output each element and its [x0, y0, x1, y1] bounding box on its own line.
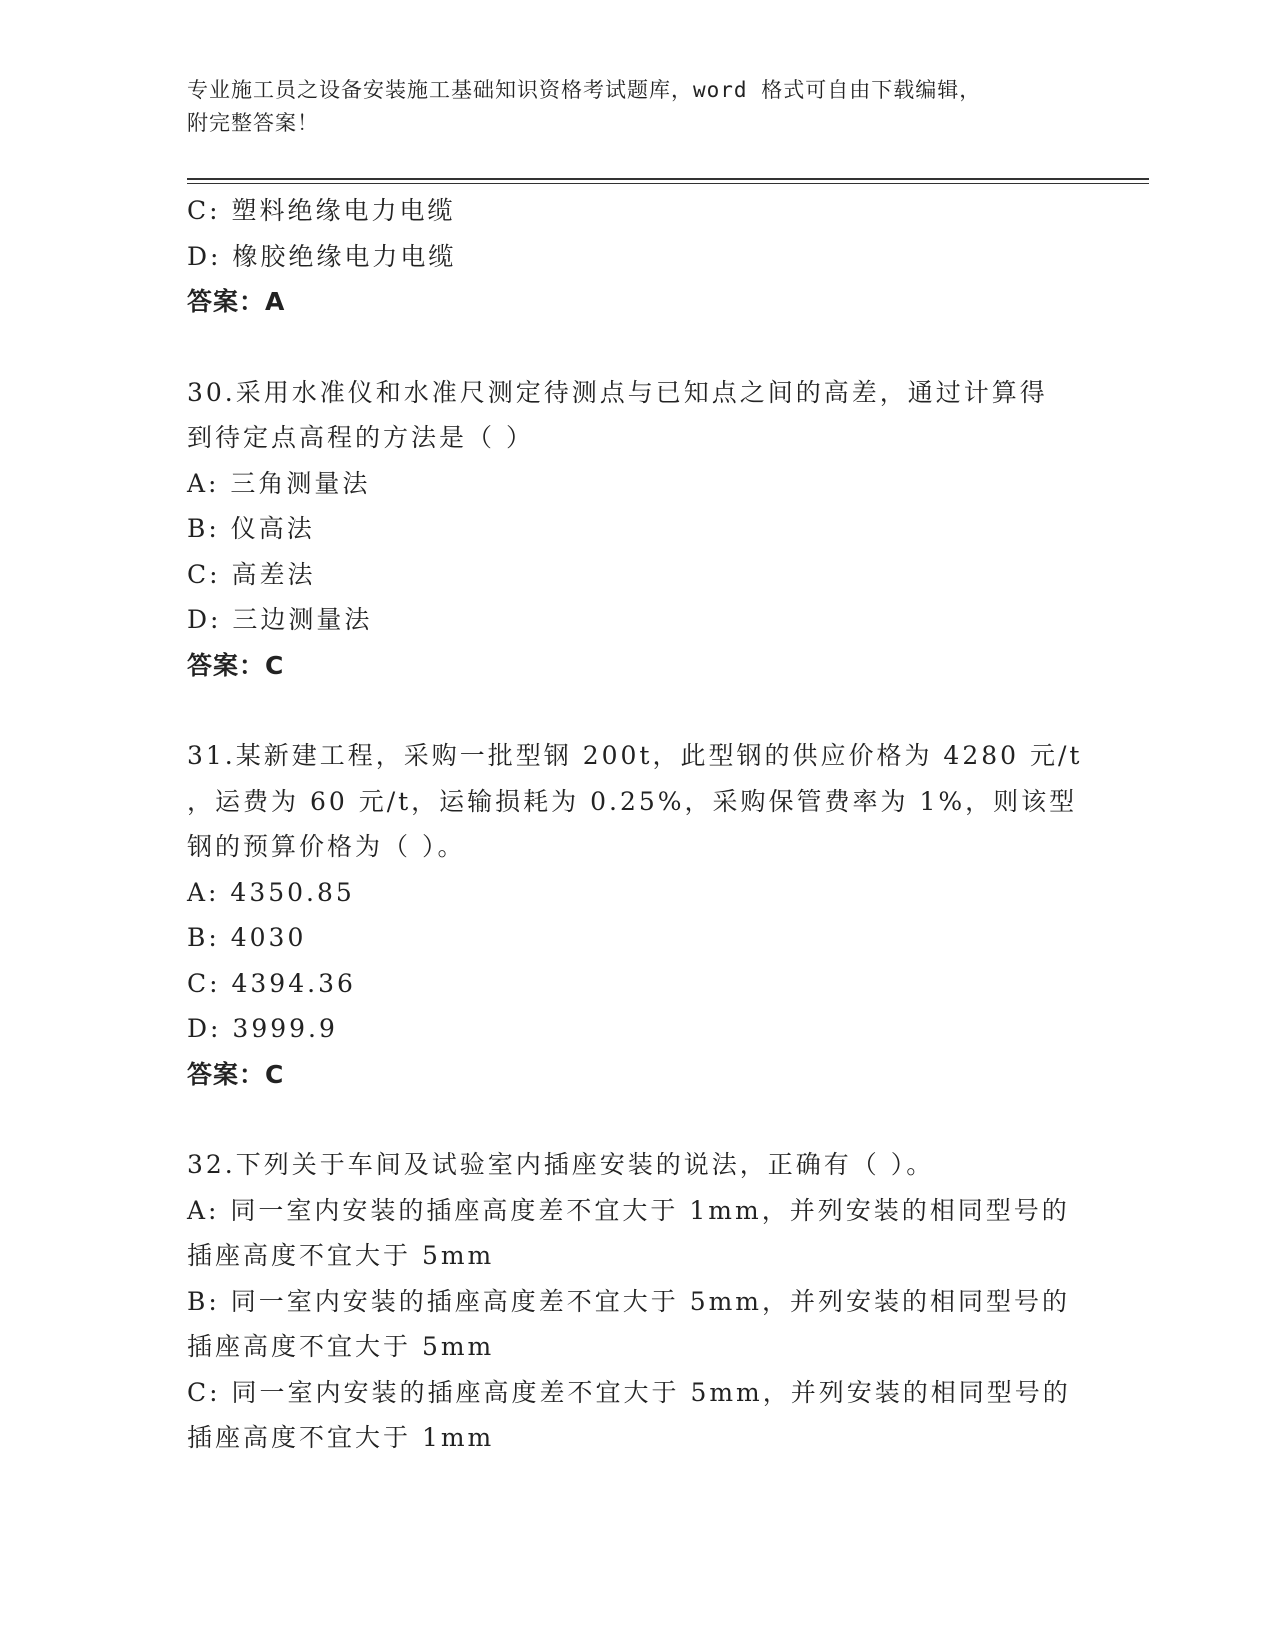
question-stem: ，运费为 60 元/t，运输损耗为 0.25%，采购保管费率为 1%，则该型 — [187, 786, 1078, 816]
option-b: B: 同一室内安装的插座高度差不宜大于 5mm，并列安装的相同型号的 — [187, 1286, 1071, 1316]
question-stem: 31.某新建工程，采购一批型钢 200t，此型钢的供应价格为 4280 元/t — [187, 741, 1083, 770]
header-line-2: 附完整答案！ — [187, 111, 319, 135]
question-stem: 32.下列关于车间及试验室内插座安装的说法，正确有（ ）。 — [187, 1150, 935, 1179]
option-d: D: 三边测量法 — [187, 605, 373, 634]
option-a-continued: 插座高度不宜大于 5mm — [187, 1241, 495, 1270]
spacer — [187, 325, 1067, 370]
question-31 — [187, 733, 1083, 1097]
answer: 答案：C — [187, 1059, 285, 1089]
document-header — [187, 74, 1067, 140]
question-stem: 30.采用水准仪和水准尺测定待测点与已知点之间的高差，通过计算得 — [187, 377, 1048, 407]
answer: 答案：A — [187, 287, 286, 316]
header-divider-thick — [187, 178, 1149, 180]
option-c: C: 塑料绝缘电力电缆 — [187, 196, 456, 225]
spacer — [187, 688, 1067, 733]
option-b: B: 4030 — [187, 923, 307, 952]
answer: 答案：C — [187, 650, 285, 680]
option-d: D: 3999.9 — [187, 1014, 338, 1043]
option-a: A: 同一室内安装的插座高度差不宜大于 1mm，并列安装的相同型号的 — [187, 1195, 1070, 1225]
option-c: C: 4394.36 — [187, 968, 356, 998]
option-c: C: 高差法 — [187, 559, 316, 589]
option-b-continued: 插座高度不宜大于 5mm — [187, 1332, 495, 1361]
spacer — [187, 1097, 1067, 1142]
option-c: C: 同一室内安装的插座高度差不宜大于 5mm，并列安装的相同型号的 — [187, 1377, 1071, 1407]
question-29 — [187, 188, 1067, 325]
question-stem: 钢的预算价格为（ ）。 — [187, 832, 466, 861]
header-divider-thin — [187, 183, 1149, 184]
option-b: B: 仪高法 — [187, 514, 315, 543]
option-d: D: 橡胶绝缘电力电缆 — [187, 241, 457, 271]
question-32 — [187, 1142, 1071, 1461]
question-list — [187, 188, 1083, 1461]
header-line-1: 专业施工员之设备安装施工基础知识资格考试题库，word 格式可自由下载编辑， — [187, 78, 982, 102]
option-a: A: 4350.85 — [187, 877, 355, 907]
option-a: A: 三角测量法 — [187, 468, 371, 498]
option-c-continued: 插座高度不宜大于 1mm — [187, 1423, 495, 1452]
question-stem: 到待定点高程的方法是（ ） — [187, 423, 534, 452]
question-30 — [187, 370, 1067, 689]
